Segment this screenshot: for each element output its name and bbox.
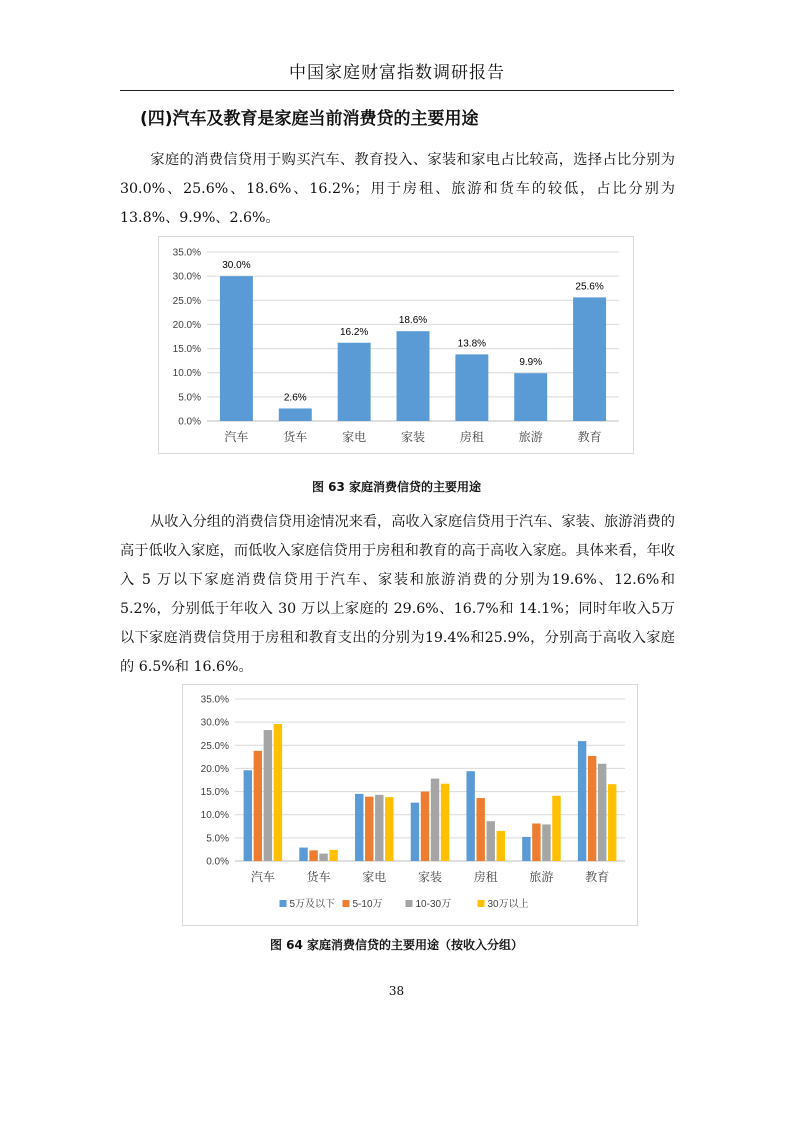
bar — [411, 803, 419, 861]
x-tick-label: 家装 — [400, 430, 426, 444]
bar — [355, 794, 363, 861]
bar — [542, 824, 550, 861]
bar — [497, 831, 505, 861]
y-tick-label: 25.0% — [200, 740, 229, 752]
x-tick-label: 货车 — [306, 870, 331, 884]
section-title: (四)汽车及教育是家庭当前消费贷的主要用途 — [140, 109, 479, 129]
legend-swatch — [406, 900, 413, 907]
bar — [441, 784, 449, 861]
bar — [274, 724, 282, 861]
y-tick-label: 0.0% — [206, 856, 229, 868]
x-tick-label: 教育 — [585, 870, 610, 884]
y-tick-label: 0.0% — [178, 416, 201, 428]
legend-label: 5-10万 — [352, 899, 383, 910]
data-label: 30.0% — [222, 260, 251, 272]
paragraph-2-text: 从收入分组的消费信贷用途情况来看，高收入家庭信贷用于汽车、家装、旅游消费的高于低收入家庭，而低收入家庭信贷用于房租和教育的高于高收入家庭。具体来看，年收入 5 万以下家庭消费信贷用于汽车、家装和旅游消费的分别为19.6%、12.6%和 5.2%，分别低于年收入 30 万以上家庭的 29.6%、16.7%和 14.1%；同时年收入5万以下家庭消费信贷用于房租和教育支出的分别为19.4%和25.9%，分别高于高收入家庭的 6.5%和 16.6%。 — [120, 514, 675, 675]
bar — [220, 276, 253, 421]
x-tick-label: 家装 — [417, 870, 443, 884]
bar — [578, 741, 586, 861]
chart-fig63 — [158, 236, 634, 454]
x-tick-label: 汽车 — [250, 870, 275, 884]
y-tick-label: 5.0% — [206, 833, 229, 845]
bar — [329, 850, 337, 861]
legend-swatch — [343, 900, 350, 907]
bar — [385, 797, 393, 861]
y-tick-label: 30.0% — [200, 717, 229, 729]
y-tick-label: 5.0% — [178, 392, 201, 404]
data-label: 9.9% — [519, 357, 543, 369]
running-header: 中国家庭财富指数调研报告 — [289, 63, 505, 83]
x-tick-label: 房租 — [459, 430, 484, 444]
bar — [279, 408, 312, 421]
bar — [397, 331, 430, 421]
y-tick-label: 20.0% — [200, 763, 229, 775]
paragraph-1-text: 家庭的消费信贷用于购买汽车、教育投入、家装和家电占比较高，选择占比分别为 30.0%、25.6%、18.6%、16.2%；用于房租、旅游和货车的较低，占比分别为 13.8%、9.9%、2.6%。 — [120, 152, 675, 226]
x-tick-label: 家电 — [362, 870, 387, 884]
bar — [338, 343, 371, 421]
bar — [522, 837, 530, 861]
y-tick-label: 10.0% — [172, 368, 201, 380]
data-label: 2.6% — [283, 392, 307, 404]
x-tick-label: 汽车 — [224, 430, 249, 444]
bar — [476, 798, 484, 861]
legend-label: 30万以上 — [487, 899, 529, 910]
x-tick-label: 旅游 — [529, 870, 554, 884]
paragraph-2 — [120, 508, 675, 682]
bar — [299, 848, 307, 861]
y-tick-label: 20.0% — [172, 319, 201, 331]
y-tick-label: 35.0% — [200, 694, 229, 706]
chart-fig63-svg — [159, 237, 633, 453]
y-tick-label: 30.0% — [172, 271, 201, 283]
chart-fig64 — [182, 684, 638, 926]
page-number: 38 — [388, 984, 405, 998]
bar — [514, 373, 547, 421]
y-tick-label: 25.0% — [172, 295, 201, 307]
figure-63-caption: 图 63 家庭消费信贷的主要用途 — [311, 480, 482, 494]
paragraph-1 — [120, 146, 675, 233]
x-tick-label: 货车 — [283, 430, 308, 444]
bar — [588, 756, 596, 861]
bar — [319, 854, 327, 861]
y-tick-label: 15.0% — [172, 344, 201, 356]
bar — [532, 824, 540, 861]
x-tick-label: 教育 — [577, 430, 602, 444]
bar — [375, 795, 383, 861]
x-tick-label: 房租 — [473, 870, 498, 884]
bar — [573, 297, 606, 421]
y-tick-label: 10.0% — [200, 810, 229, 822]
data-label: 25.6% — [575, 281, 604, 293]
bar — [421, 792, 429, 861]
y-tick-label: 35.0% — [172, 247, 201, 259]
legend-swatch — [280, 900, 287, 907]
bar — [254, 751, 262, 861]
figure-64-caption: 图 64 家庭消费信贷的主要用途（按收入分组） — [269, 938, 524, 952]
x-tick-label: 家电 — [342, 430, 367, 444]
bar — [431, 779, 439, 861]
bar — [365, 797, 373, 861]
bar — [264, 730, 272, 861]
header-rule — [120, 90, 674, 91]
legend-label: 5万及以下 — [289, 899, 336, 910]
legend-label: 10-30万 — [415, 899, 452, 910]
bar — [244, 770, 252, 861]
x-tick-label: 旅游 — [518, 430, 543, 444]
bar — [309, 850, 317, 861]
data-label: 18.6% — [398, 315, 428, 327]
bar — [487, 821, 495, 861]
bar — [466, 771, 474, 861]
legend-swatch — [478, 900, 485, 907]
bar — [455, 354, 488, 421]
chart-fig64-svg — [183, 685, 637, 925]
bar — [598, 764, 606, 861]
y-tick-label: 15.0% — [200, 787, 229, 799]
bar — [552, 796, 560, 861]
data-label: 13.8% — [457, 338, 487, 350]
bar — [608, 784, 616, 861]
data-label: 16.2% — [339, 326, 369, 338]
